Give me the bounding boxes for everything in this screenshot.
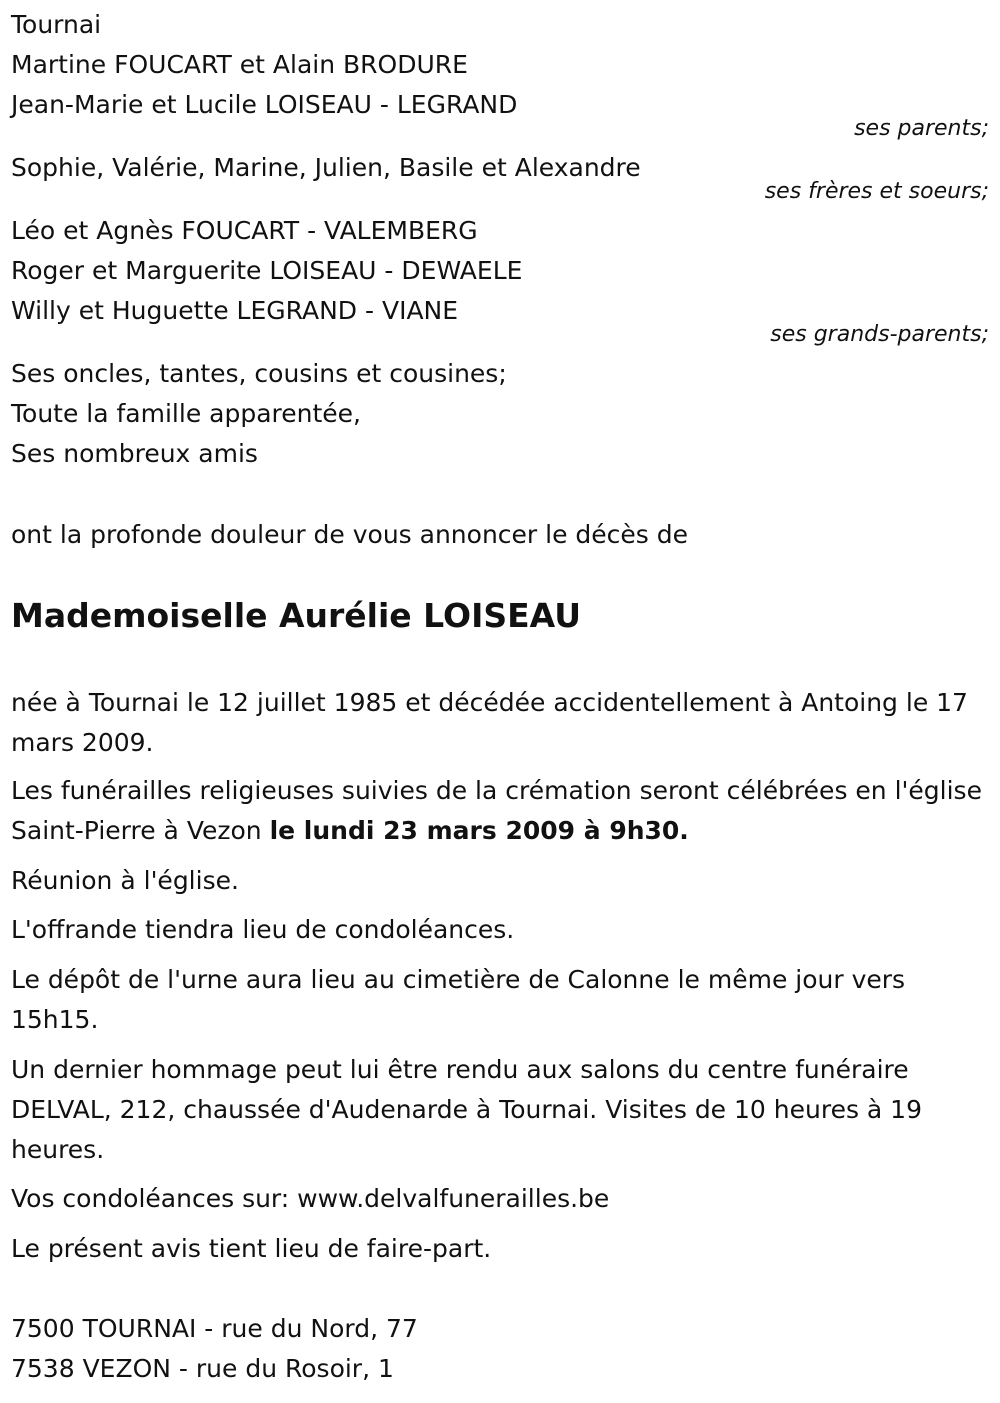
relatives-line-2: Toute la famille apparentée,: [11, 399, 361, 428]
funeral-paragraph: [11, 771, 986, 851]
condolences-paragraph: Vos condoléances sur: www.delvalfunerailles.be: [11, 1184, 610, 1213]
city-line: Tournai: [11, 10, 102, 39]
address-vezon: 7538 VEZON - rue du Rosoir, 1: [11, 1354, 394, 1383]
funeral-text: Les funérailles religieuses suivies de la crémation seront célébrées en l'église Saint-Pierre à Vezon: [11, 776, 982, 845]
siblings-line: Sophie, Valérie, Marine, Julien, Basile et Alexandre: [11, 153, 641, 182]
relatives-line-3: Ses nombreux amis: [11, 439, 258, 468]
funeral-date: le lundi 23 mars 2009 à 9h30.: [269, 816, 689, 845]
parent-couple-2: Jean-Marie et Lucile LOISEAU - LEGRAND: [11, 90, 518, 119]
grandparent-couple-1: Léo et Agnès FOUCART - VALEMBERG: [11, 216, 478, 245]
meeting-paragraph: Réunion à l'église.: [11, 866, 239, 895]
parents-role-label: ses parents;: [854, 116, 989, 141]
grandparent-couple-2: Roger et Marguerite LOISEAU - DEWAELE: [11, 256, 523, 285]
announcement-text: ont la profonde douleur de vous annoncer le décès de: [11, 520, 689, 549]
siblings-role-label: ses frères et soeurs;: [764, 179, 989, 204]
relatives-line-1: Ses oncles, tantes, cousins et cousines;: [11, 359, 507, 388]
grandparent-couple-3: Willy et Huguette LEGRAND - VIANE: [11, 296, 459, 325]
address-tournai: 7500 TOURNAI - rue du Nord, 77: [11, 1314, 418, 1343]
homage-paragraph: Un dernier hommage peut lui être rendu aux salons du centre funéraire DELVAL, 212, chaussée d'Audenarde à Tournai. Visites de 10 heures à 19 heures.: [11, 1055, 922, 1164]
birth-death-paragraph: née à Tournai le 12 juillet 1985 et décédée accidentellement à Antoing le 17 mars 2009.: [11, 688, 968, 757]
grandparents-role-label: ses grands-parents;: [770, 322, 989, 347]
notice-paragraph: Le présent avis tient lieu de faire-part.: [11, 1234, 492, 1263]
deceased-name: Mademoiselle Aurélie LOISEAU: [11, 596, 581, 635]
offering-paragraph: L'offrande tiendra lieu de condoléances.: [11, 915, 515, 944]
urn-paragraph: Le dépôt de l'urne aura lieu au cimetière de Calonne le même jour vers 15h15.: [11, 965, 906, 1034]
parent-couple-1: Martine FOUCART et Alain BRODURE: [11, 50, 468, 79]
